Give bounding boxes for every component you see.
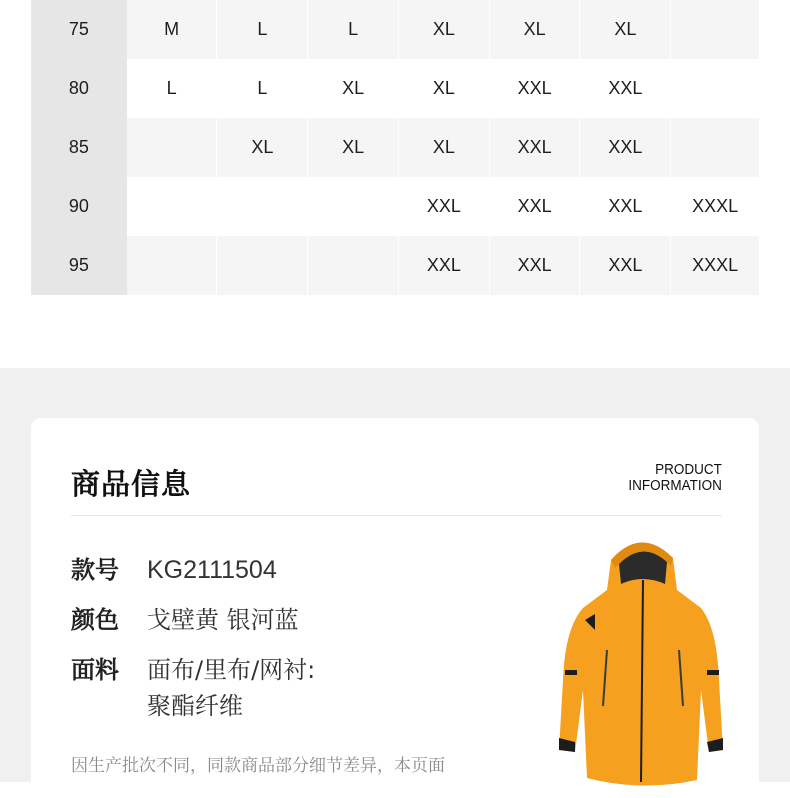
table-row <box>31 118 759 177</box>
size-cell <box>217 236 307 295</box>
size-cell: XL <box>399 0 489 59</box>
size-cell <box>671 0 759 59</box>
spec-material <box>71 652 315 724</box>
disclaimer-note: 因生产批次不同，同款商品部分细节差异，本页面 <box>71 756 445 776</box>
size-cell: L <box>217 59 307 118</box>
size-cell: XXXL <box>671 236 759 295</box>
size-cell: XL <box>399 59 489 118</box>
product-info-title: 商品信息 <box>71 467 192 501</box>
size-cell: L <box>127 59 217 118</box>
size-cell: XXL <box>580 118 670 177</box>
size-cell <box>217 177 307 236</box>
size-chart-table <box>31 0 759 295</box>
table-row <box>31 59 759 118</box>
product-info-title-en <box>628 462 722 494</box>
size-cell: L <box>308 0 398 59</box>
size-cell: XL <box>399 118 489 177</box>
left-arm-band <box>565 670 577 675</box>
size-cell <box>308 236 398 295</box>
size-cell <box>127 118 217 177</box>
table-row <box>31 236 759 295</box>
spec-value: KG2111504 <box>147 556 277 584</box>
right-arm-band <box>707 670 719 675</box>
spec-label: 款号 <box>71 556 119 584</box>
size-cell: XXL <box>399 236 489 295</box>
weight-cell: 85 <box>31 118 127 177</box>
size-cell <box>671 118 759 177</box>
spec-value <box>147 652 315 724</box>
jacket-image <box>551 530 731 798</box>
size-cell: XL <box>308 118 398 177</box>
weight-cell: 95 <box>31 236 127 295</box>
size-cell <box>127 177 217 236</box>
product-info-card <box>31 418 759 798</box>
title-en-line1: PRODUCT <box>655 461 722 478</box>
size-cell: XXL <box>490 118 580 177</box>
material-line2: 聚酯纤维 <box>147 692 243 720</box>
spec-style-number <box>71 552 277 588</box>
size-cell: L <box>217 0 307 59</box>
size-cell: XXL <box>580 236 670 295</box>
weight-cell: 75 <box>31 0 127 59</box>
table-row <box>31 177 759 236</box>
size-cell: XL <box>490 0 580 59</box>
spec-color <box>71 602 299 638</box>
size-cell: M <box>127 0 217 59</box>
size-cell: XXL <box>490 177 580 236</box>
size-cell: XL <box>217 118 307 177</box>
size-cell: XXL <box>490 59 580 118</box>
size-cell: XXL <box>399 177 489 236</box>
size-cell: XXXL <box>671 177 759 236</box>
size-cell: XXL <box>490 236 580 295</box>
weight-cell: 80 <box>31 59 127 118</box>
size-cell <box>308 177 398 236</box>
spec-label: 面料 <box>71 656 119 684</box>
info-divider <box>71 515 722 516</box>
material-line1: 面布/里布/网衬: <box>147 656 316 684</box>
size-cell <box>671 59 759 118</box>
size-cell <box>127 236 217 295</box>
spec-value: 戈壁黄 银河蓝 <box>147 606 299 634</box>
size-cell: XXL <box>580 177 670 236</box>
size-cell: XL <box>308 59 398 118</box>
size-cell: XL <box>580 0 670 59</box>
title-en-line2: INFORMATION <box>628 477 722 494</box>
size-cell: XXL <box>580 59 670 118</box>
weight-cell: 90 <box>31 177 127 236</box>
spec-label: 颜色 <box>71 606 119 634</box>
table-row <box>31 0 759 59</box>
